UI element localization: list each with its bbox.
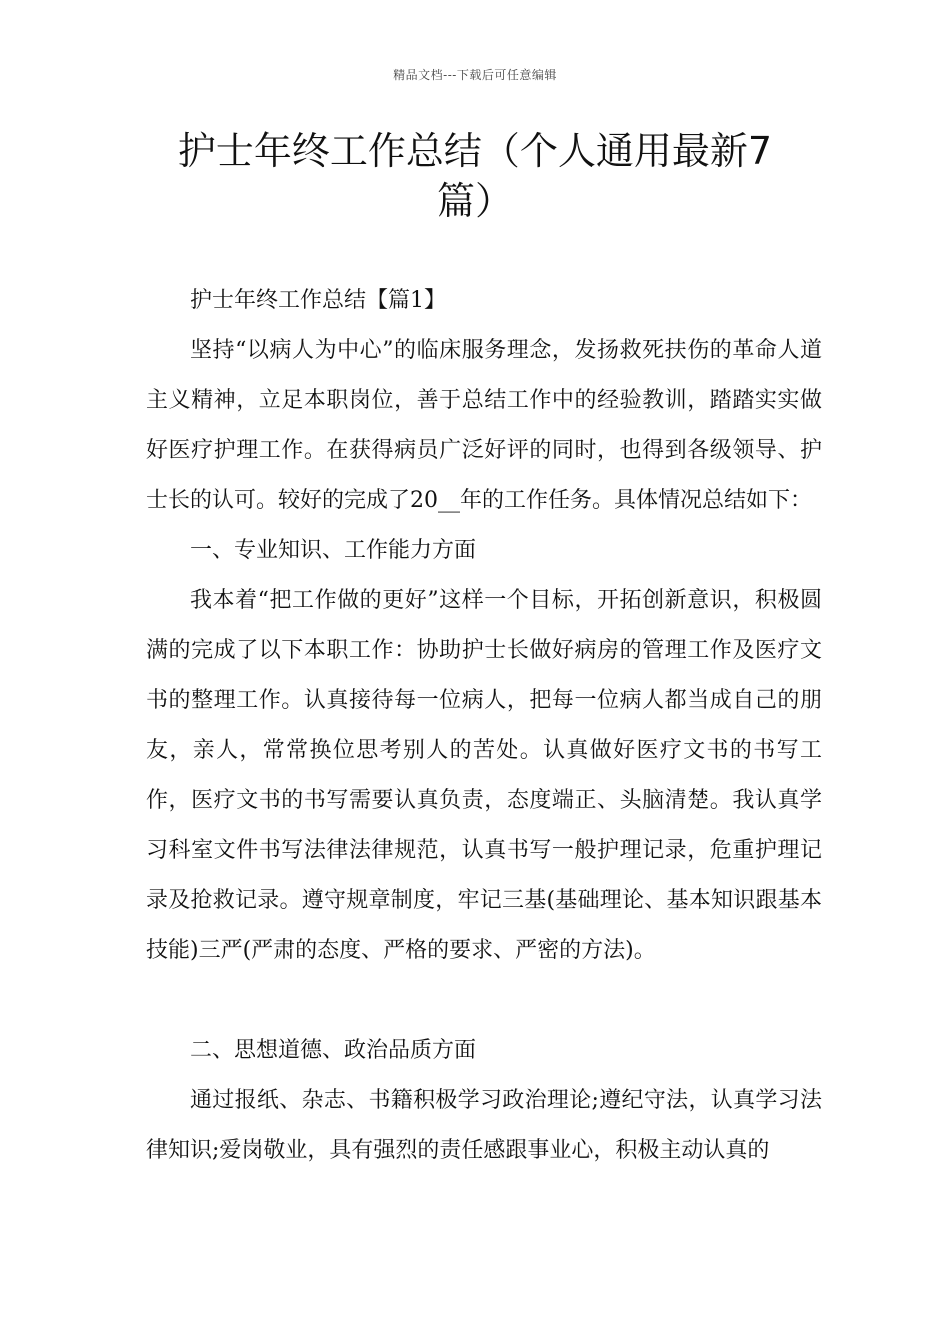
- paragraph: 坚持“以病人为中心”的临床服务理念，发扬救死扶伤的革命人道主义精神，立足本职岗位，善于总结工作中的经验教训，踏踏实实做好医疗护理工作。在获得病员广泛好评的同时，也得到各级领导、护士长的认可。较好的完成了20__年的工作任务。具体情况总结如下：: [146, 338, 822, 513]
- header-note: 精品文档---下载后可任意编辑: [393, 68, 557, 82]
- document-title: 护士年终工作总结（个人通用最新7篇）: [177, 129, 773, 223]
- section-heading-part-1: 护士年终工作总结【篇1】: [190, 288, 446, 313]
- paragraph: 通过报纸、杂志、书籍积极学习政治理论;遵纪守法，认真学习法律知识;爱岗敬业，具有强烈的责任感跟事业心，积极主动认真的: [146, 1088, 822, 1163]
- section-heading: 二、思想道德、政治品质方面: [190, 1038, 477, 1063]
- section-heading: 一、专业知识、工作能力方面: [190, 538, 477, 563]
- paragraph: 我本着“把工作做的更好”这样一个目标，开拓创新意识，积极圆满的完成了以下本职工作：协助护士长做好病房的管理工作及医疗文书的整理工作。认真接待每一位病人，把每一位病人都当成自己的朋友，亲人，常常换位思考别人的苦处。认真做好医疗文书的书写工作，医疗文书的书写需要认真负责，态度端正、头脑清楚。我认真学习科室文件书写法律法律规范，认真书写一般护理记录，危重护理记录及抢救记录。遵守规章制度，牢记三基(基础理论、基本知识跟基本技能)三严(严肃的态度、严格的要求、严密的方法)。: [146, 588, 822, 963]
- document-body: [146, 276, 822, 1176]
